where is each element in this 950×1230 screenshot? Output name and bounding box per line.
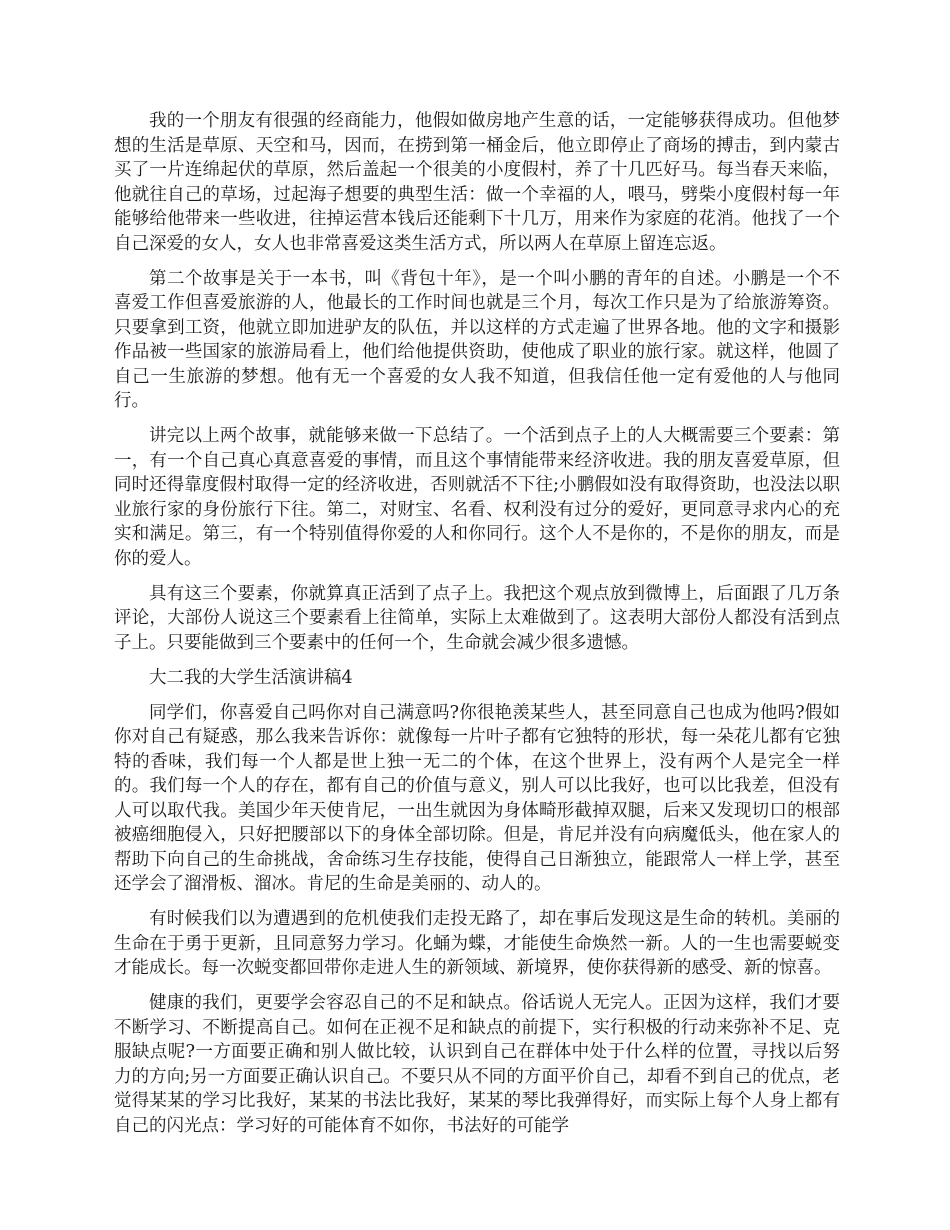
paragraph-2: 第二个故事是关于一本书，叫《背包十年》，是一个叫小鹏的青年的自述。小鹏是一个不喜爱工作但喜爱旅游的人，他最长的工作时间也就是三个月，每次工作只是为了给旅游筹资。只要拿到工资，他就立即加进驴友的队伍，并以这样的方式走遍了世界各地。他的文字和摄影作品被一些国家的旅游局看上，他们给他提供资助，使他成了职业的旅行家。就这样，他圆了自己一生旅游的梦想。他有无一个喜爱的女人我不知道，但我信任他一定有爱他的人与他同行。 <box>114 268 840 411</box>
paragraph-6: 有时候我们以为遭遇到的危机使我们走投无路了，却在事后发现这是生命的转机。美丽的生命在于勇于更新，且同意努力学习。化蛹为蝶，才能使生命焕然一新。人的一生也需要蜕变才能成长。每一次蜕变都回带你走进人生的新领域、新境界，使你获得新的感受、新的惊喜。 <box>114 909 840 978</box>
paragraph-7: 健康的我们，更要学会容忍自己的不足和缺点。俗话说人无完人。正因为这样，我们才要不断学习、不断提高自己。如何在正视不足和缺点的前提下，实行积极的行动来弥补不足、克服缺点呢?一方面要正确和别人做比较，认识到自己在群体中处于什么样的位置，寻找以后努力的方向;另一方面要正确认识自己。不要只从不同的方面平价自己，却看不到自己的优点，老觉得某某的学习比我好，某某的书法比我好，某某的琴比我弹得好，而实际上每个人身上都有自己的闪光点：学习好的可能体育不如你，书法好的可能学 <box>114 993 840 1136</box>
paragraph-4: 具有这三个要素，你就算真正活到了点子上。我把这个观点放到微博上，后面跟了几万条评论，大部份人说这三个要素看上往简单，实际上太难做到了。这表明大部份人都没有活到点子上。只要能做到三个要素中的任何一个，生命就会减少很多遗憾。 <box>114 583 840 653</box>
paragraph-3: 讲完以上两个故事，就能够来做一下总结了。一个活到点子上的人大概需要三个要素：第一，有一个自己真心真意喜爱的事情，而且这个事情能带来经济收进。我的朋友喜爱草原，但同时还得靠度假村取得一定的经济收进，否则就活不下往;小鹏假如没有取得资助，也没法以职业旅行家的身份旅行下往。第二，对财宝、名看、权利没有过分的爱好，更同意寻求内心的充实和满足。第三，有一个特别值得你爱的人和你同行。这个人不是你的，不是你的朋友，而是你的爱人。 <box>114 426 840 569</box>
section-heading: 大二我的大学生活演讲稿4 <box>149 667 353 688</box>
paragraph-1: 我的一个朋友有很强的经商能力，他假如做房地产生意的话，一定能够获得成功。但他梦想的生活是草原、天空和马，因而，在捞到第一桶金后，他立即停止了商场的搏击，到内蒙古买了一片连绵起伏的草原，然后盖起一个很美的小度假村，养了十几匹好马。每当春天来临，他就往自己的草场，过起海子想要的典型生活：做一个幸福的人，喂马，劈柴小度假村每一年能够给他带来一些收进，往掉运营本钱后还能剩下十几万，用来作为家庭的花消。他找了一个自己深爱的女人，女人也非常喜爱这类生活方式，所以两人在草原上留连忘返。 <box>114 111 840 254</box>
document-page <box>114 109 840 1149</box>
paragraph-5: 同学们，你喜爱自己吗你对自己满意吗?你很艳羡某些人，甚至同意自己也成为他吗?假如你对自己有疑惑，那么我来告诉你：就像每一片叶子都有它独特的形状，每一朵花儿都有它独特的香味，我们每一个人都是世上独一无二的个体，在这个世界上，没有两个人是完全一样的。我们每一个人的存在，都有自己的价值与意义，别人可以比我好，也可以比我差，但没有人可以取代我。美国少年天使肯尼，一出生就因为身体畸形截掉双腿，后来又发现切口的根部被癌细胞侵入，只好把腰部以下的身体全部切除。但是，肯尼并没有向病魔低头，他在家人的帮助下向自己的生命挑战，舍命练习生存技能，使得自己日渐独立，能跟常人一样上学，甚至还学会了溜滑板、溜冰。肯尼的生命是美丽的、动人的。 <box>114 702 840 894</box>
